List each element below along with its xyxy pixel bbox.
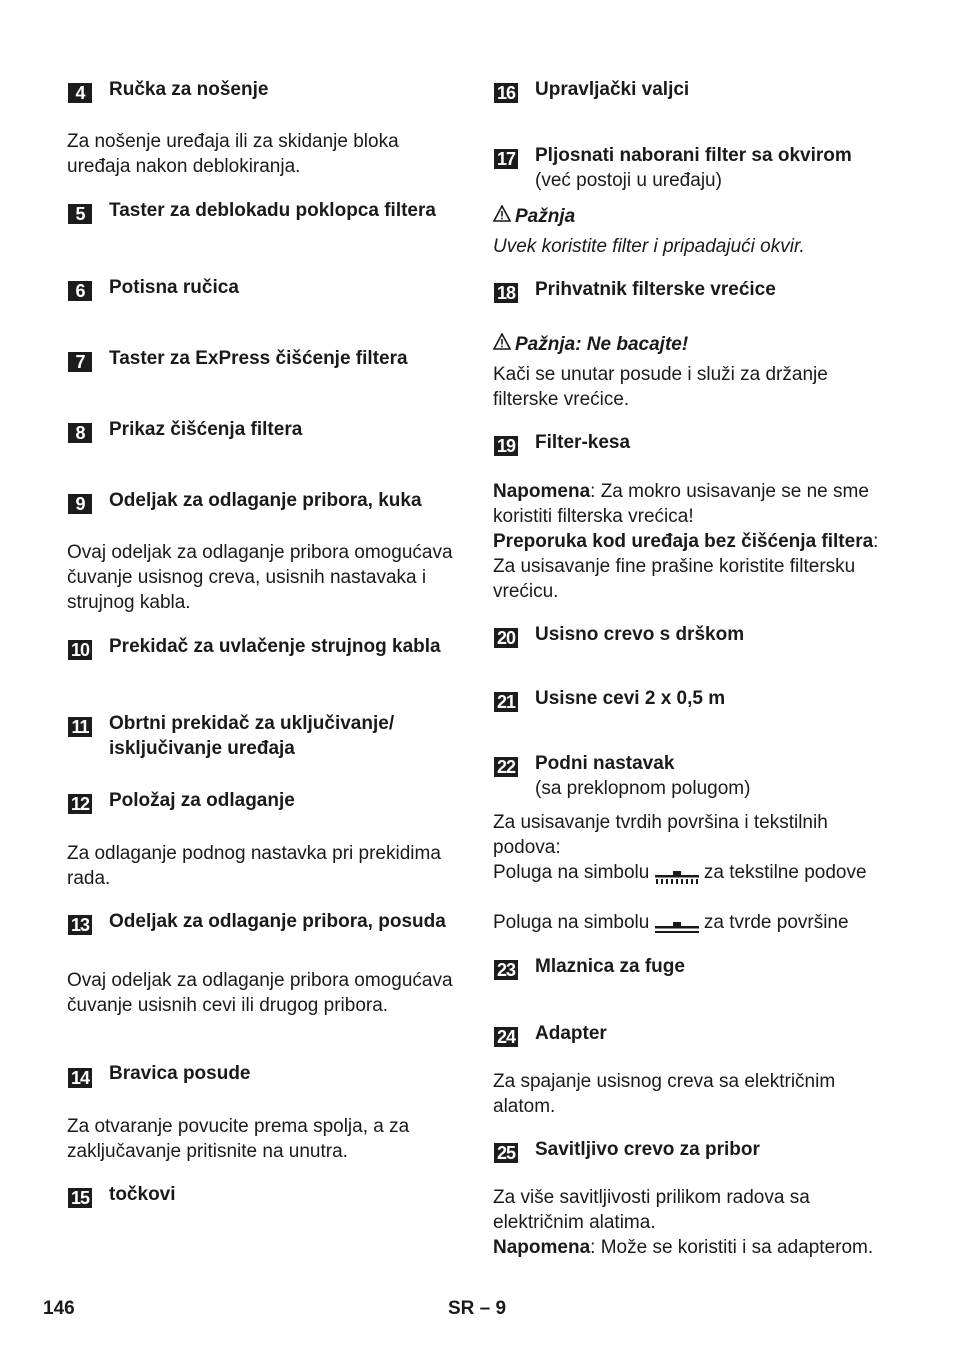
warning-label: Pažnja: Ne bacajte!	[515, 334, 689, 355]
item-number-badge: 17	[494, 149, 518, 169]
item-number-badge: 6	[68, 281, 92, 301]
warning-line	[493, 204, 893, 229]
section-title: Taster za deblokadu poklopca filtera	[109, 200, 436, 221]
section-title: Usisne cevi 2 x 0,5 m	[535, 688, 726, 709]
section-title: Prekidač za uvlačenje strujnog kabla	[109, 636, 441, 657]
section-title: Usisno crevo s drškom	[535, 624, 745, 645]
section-title: Adapter	[535, 1023, 607, 1044]
item-number-badge: 18	[494, 283, 518, 303]
item-number-badge: 16	[494, 83, 518, 103]
item-number-badge: 11	[68, 717, 92, 737]
section-text: Za spajanje usisnog creva sa električnim alatom.	[493, 1071, 836, 1117]
section-title: Mlaznica za fuge	[535, 956, 685, 977]
lever-line-hard	[493, 910, 893, 935]
warning-triangle-icon	[493, 204, 515, 229]
note-text: : Za mokro usisavanje se ne sme koristiti filterska vrećica!	[493, 481, 869, 527]
section-text: Za nošenje uređaja ili za skidanje bloka uređaja nakon deblokiranja.	[67, 131, 399, 177]
item-number-badge: 14	[68, 1068, 92, 1088]
section-title: točkovi	[109, 1184, 176, 1205]
section-text: Za otvaranje povucite prema spolja, a za zaključavanje pritisnite na unutra.	[67, 1116, 410, 1162]
item-number-badge: 9	[68, 494, 92, 514]
section-text: Za odlaganje podnog nastavka pri prekidima rada.	[67, 843, 441, 889]
section-title: Pljosnati naborani filter sa okvirom	[535, 145, 852, 166]
section-title: Upravljački valjci	[535, 79, 690, 100]
warning-triangle-icon	[493, 332, 515, 357]
section-title: Ručka za nošenje	[109, 79, 269, 100]
textile-floor-symbol-icon	[655, 866, 699, 880]
item-number-badge: 4	[68, 83, 92, 103]
item-number-badge: 24	[494, 1027, 518, 1047]
section-subtitle: (već postoji u uređaju)	[535, 170, 722, 191]
section-text: Kači se unutar posude i služi za držanje filterske vrećice.	[493, 364, 828, 410]
item-number-badge: 25	[494, 1143, 518, 1163]
section-text: Za više savitljivosti prilikom radova sa električnim alatima.	[493, 1187, 810, 1233]
item-number-badge: 23	[494, 960, 518, 980]
section-title: Potisna ručica	[109, 277, 239, 298]
lever-text: Poluga na simbolu	[493, 912, 650, 933]
lever-text: Poluga na simbolu	[493, 862, 650, 883]
item-number-badge: 20	[494, 628, 518, 648]
recommendation-text: : Za usisavanje fine prašine koristite filtersku vrećicu.	[493, 531, 879, 602]
note-paragraph	[493, 479, 893, 529]
note-text: : Može se koristiti i sa adapterom.	[590, 1237, 874, 1258]
item-number-badge: 13	[68, 915, 92, 935]
section-title: Savitljivo crevo za pribor	[535, 1139, 760, 1160]
recommendation-paragraph	[493, 529, 893, 604]
note-paragraph	[493, 1235, 893, 1260]
page-footer-label: SR – 9	[448, 1298, 507, 1319]
hard-floor-symbol-icon	[655, 916, 699, 930]
section-title: Podni nastavak	[535, 753, 675, 774]
section-text: Za usisavanje tvrdih površina i tekstilnih podova:	[493, 812, 828, 858]
note-label: Napomena	[493, 481, 591, 502]
item-number-badge: 22	[494, 757, 518, 777]
item-number-badge: 8	[68, 423, 92, 443]
item-number-badge: 10	[68, 640, 92, 660]
note-label: Napomena	[493, 1237, 591, 1258]
item-number-badge: 19	[494, 436, 518, 456]
section-text: Ovaj odeljak za odlaganje pribora omogućava čuvanje usisnih cevi ili drugog pribora.	[67, 970, 453, 1016]
item-number-badge: 21	[494, 692, 518, 712]
page-number: 146	[43, 1298, 75, 1319]
section-title: Prikaz čišćenja filtera	[109, 419, 303, 440]
lever-text: za tekstilne podove	[703, 862, 867, 883]
item-number-badge: 7	[68, 352, 92, 372]
section-title: Odeljak za odlaganje pribora, posuda	[109, 911, 446, 932]
item-number-badge: 12	[68, 794, 92, 814]
warning-label: Pažnja	[515, 206, 576, 227]
section-title: Bravica posude	[109, 1063, 251, 1084]
section-title: Odeljak za odlaganje pribora, kuka	[109, 490, 422, 511]
warning-text: Uvek koristite filter i pripadajući okvir.	[493, 236, 805, 257]
section-title: Prihvatnik filterske vrećice	[535, 279, 776, 300]
section-subtitle: (sa preklopnom polugom)	[535, 778, 751, 799]
section-title: Filter-kesa	[535, 432, 631, 453]
item-number-badge: 15	[68, 1188, 92, 1208]
lever-line-textile	[493, 860, 893, 885]
section-text: Ovaj odeljak za odlaganje pribora omogućava čuvanje usisnog creva, usisnih nastavaka i strujnog kabla.	[67, 542, 453, 613]
lever-text: za tvrde površine	[703, 912, 849, 933]
section-title: Obrtni prekidač za uključivanje/ isključivanje uređaja	[109, 713, 395, 759]
section-title: Položaj za odlaganje	[109, 790, 295, 811]
recommendation-label: Preporuka kod uređaja bez čišćenja filtera	[493, 531, 874, 552]
warning-line	[493, 332, 893, 357]
section-title: Taster za ExPress čišćenje filtera	[109, 348, 408, 369]
item-number-badge: 5	[68, 204, 92, 224]
